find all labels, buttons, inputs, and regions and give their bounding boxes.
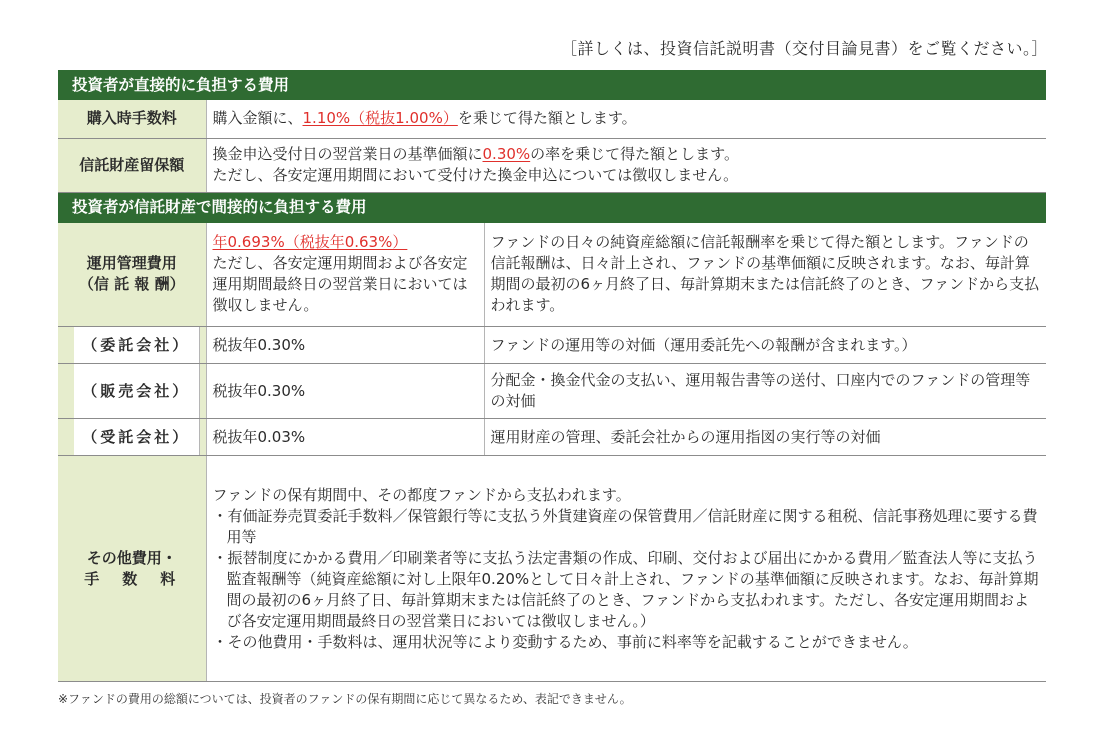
row-label: （販売会社） [74, 364, 200, 418]
row-label: （委託会社） [74, 327, 200, 363]
row-label: 信託財産留保額 [58, 138, 206, 192]
row-desc: 運用財産の管理、委託会社からの運用指図の実行等の対価 [484, 419, 1046, 456]
footnote: ※ファンドの費用の総額については、投資者のファンドの保有期間に応じて異なるため、表記できません。 [58, 692, 632, 706]
section-title: 投資者が直接的に負担する費用 [58, 70, 1046, 100]
list-item: ・その他費用・手数料は、運用状況等により変動するため、事前に料率等を記載することができません。 [212, 632, 918, 651]
table-row [58, 100, 1046, 138]
table-row [58, 223, 1046, 327]
row-desc: ファンドの運用等の対価（運用委託先への報酬が含まれます。） [484, 327, 1046, 364]
table-row [58, 364, 1046, 419]
other-fees-desc: ファンドの保有期間中、その都度ファンドから支払われます。 ・有価証券売買委託手数料／保管銀行等に支払う外貨建資産の保管費用／信託財産に関する租税、信託事務処理に要する費用等 ・振替制度にかかる費用／印刷業者等に支払う法定書類の作成、印刷、交付および届出にかかる費用／監査法人等に支払う監査報酬等（純資産総額に対し上限年0.20%として日々計上され、ファンドの基準価額に反映されます。なお、毎計算期間の最初の6ヶ月終了日、毎計算期末または信託終了のとき、ファンドから支払われます。ただし、各安定運用期間および各安定運用期間最終日の翌営業日においては徴収しません。） ・その他費用・手数料は、運用状況等により変動するため、事前に料率等を記載することができません。 [206, 456, 1046, 682]
fee-table [58, 70, 1046, 682]
reference-note: ［詳しくは、投資信託説明書（交付目論見書）をご覧ください。］ [560, 39, 1048, 58]
row-rate: 税抜年0.30% [206, 364, 484, 419]
row-label: その他費用・ 手 数 料 [58, 456, 206, 682]
list-item: ・振替制度にかかる費用／印刷業者等に支払う法定書類の作成、印刷、交付および届出にかかる費用／監査法人等に支払う監査報酬等（純資産総額に対し上限年0.20%として日々計上され、ファンドの基準価額に反映されます。なお、毎計算期間の最初の6ヶ月終了日、毎計算期末または信託終了のとき、ファンドから支払われます。ただし、各安定運用期間および各安定運用期間最終日の翌営業日においては徴収しません。） [212, 548, 1039, 630]
section-header-indirect [58, 192, 1046, 223]
row-value: 購入金額に、1.10%（税抜1.00%）を乗じて得た額とします。 [206, 100, 1046, 138]
row-rate: 税抜年0.30% [206, 327, 484, 364]
section-title: 投資者が信託財産で間接的に負担する費用 [58, 192, 1046, 223]
mgmt-fee-rate: 年0.693%（税抜年0.63%） [212, 233, 408, 252]
row-label: 購入時手数料 [58, 100, 206, 138]
table-row [58, 456, 1046, 682]
retention-rate: 0.30% [482, 145, 531, 163]
table-row [58, 327, 1046, 364]
mgmt-fee-rate-cell: 年0.693%（税抜年0.63%） ただし、各安定運用期間および各安定運用期間最終日の翌営業日においては徴収しません。 [206, 223, 484, 327]
table-row [58, 138, 1046, 192]
table-row [58, 419, 1046, 456]
row-rate: 税抜年0.03% [206, 419, 484, 456]
mgmt-fee-desc: ファンドの日々の純資産総額に信託報酬率を乗じて得た額とします。ファンドの信託報酬は、日々計上され、ファンドの基準価額に反映されます。なお、毎計算期間の最初の6ヶ月終了日、毎計算期末または信託終了のとき、ファンドから支払われます。 [484, 223, 1046, 327]
row-desc: 分配金・換金代金の支払い、運用報告書等の送付、口座内でのファンドの管理等の対価 [484, 364, 1046, 419]
section-header-direct [58, 70, 1046, 100]
row-label: 運用管理費用 （信 託 報 酬） [58, 223, 206, 327]
list-item: ・有価証券売買委託手数料／保管銀行等に支払う外貨建資産の保管費用／信託財産に関する租税、信託事務処理に要する費用等 [212, 506, 1038, 546]
row-label: （受託会社） [74, 419, 200, 455]
row-value: 換金申込受付日の翌営業日の基準価額に0.30%の率を乗じて得た額とします。 ただし、各安定運用期間において受付けた換金申込については徴収しません。 [206, 138, 1046, 192]
purchase-fee-rate: 1.10%（税抜1.00%） [302, 109, 458, 128]
